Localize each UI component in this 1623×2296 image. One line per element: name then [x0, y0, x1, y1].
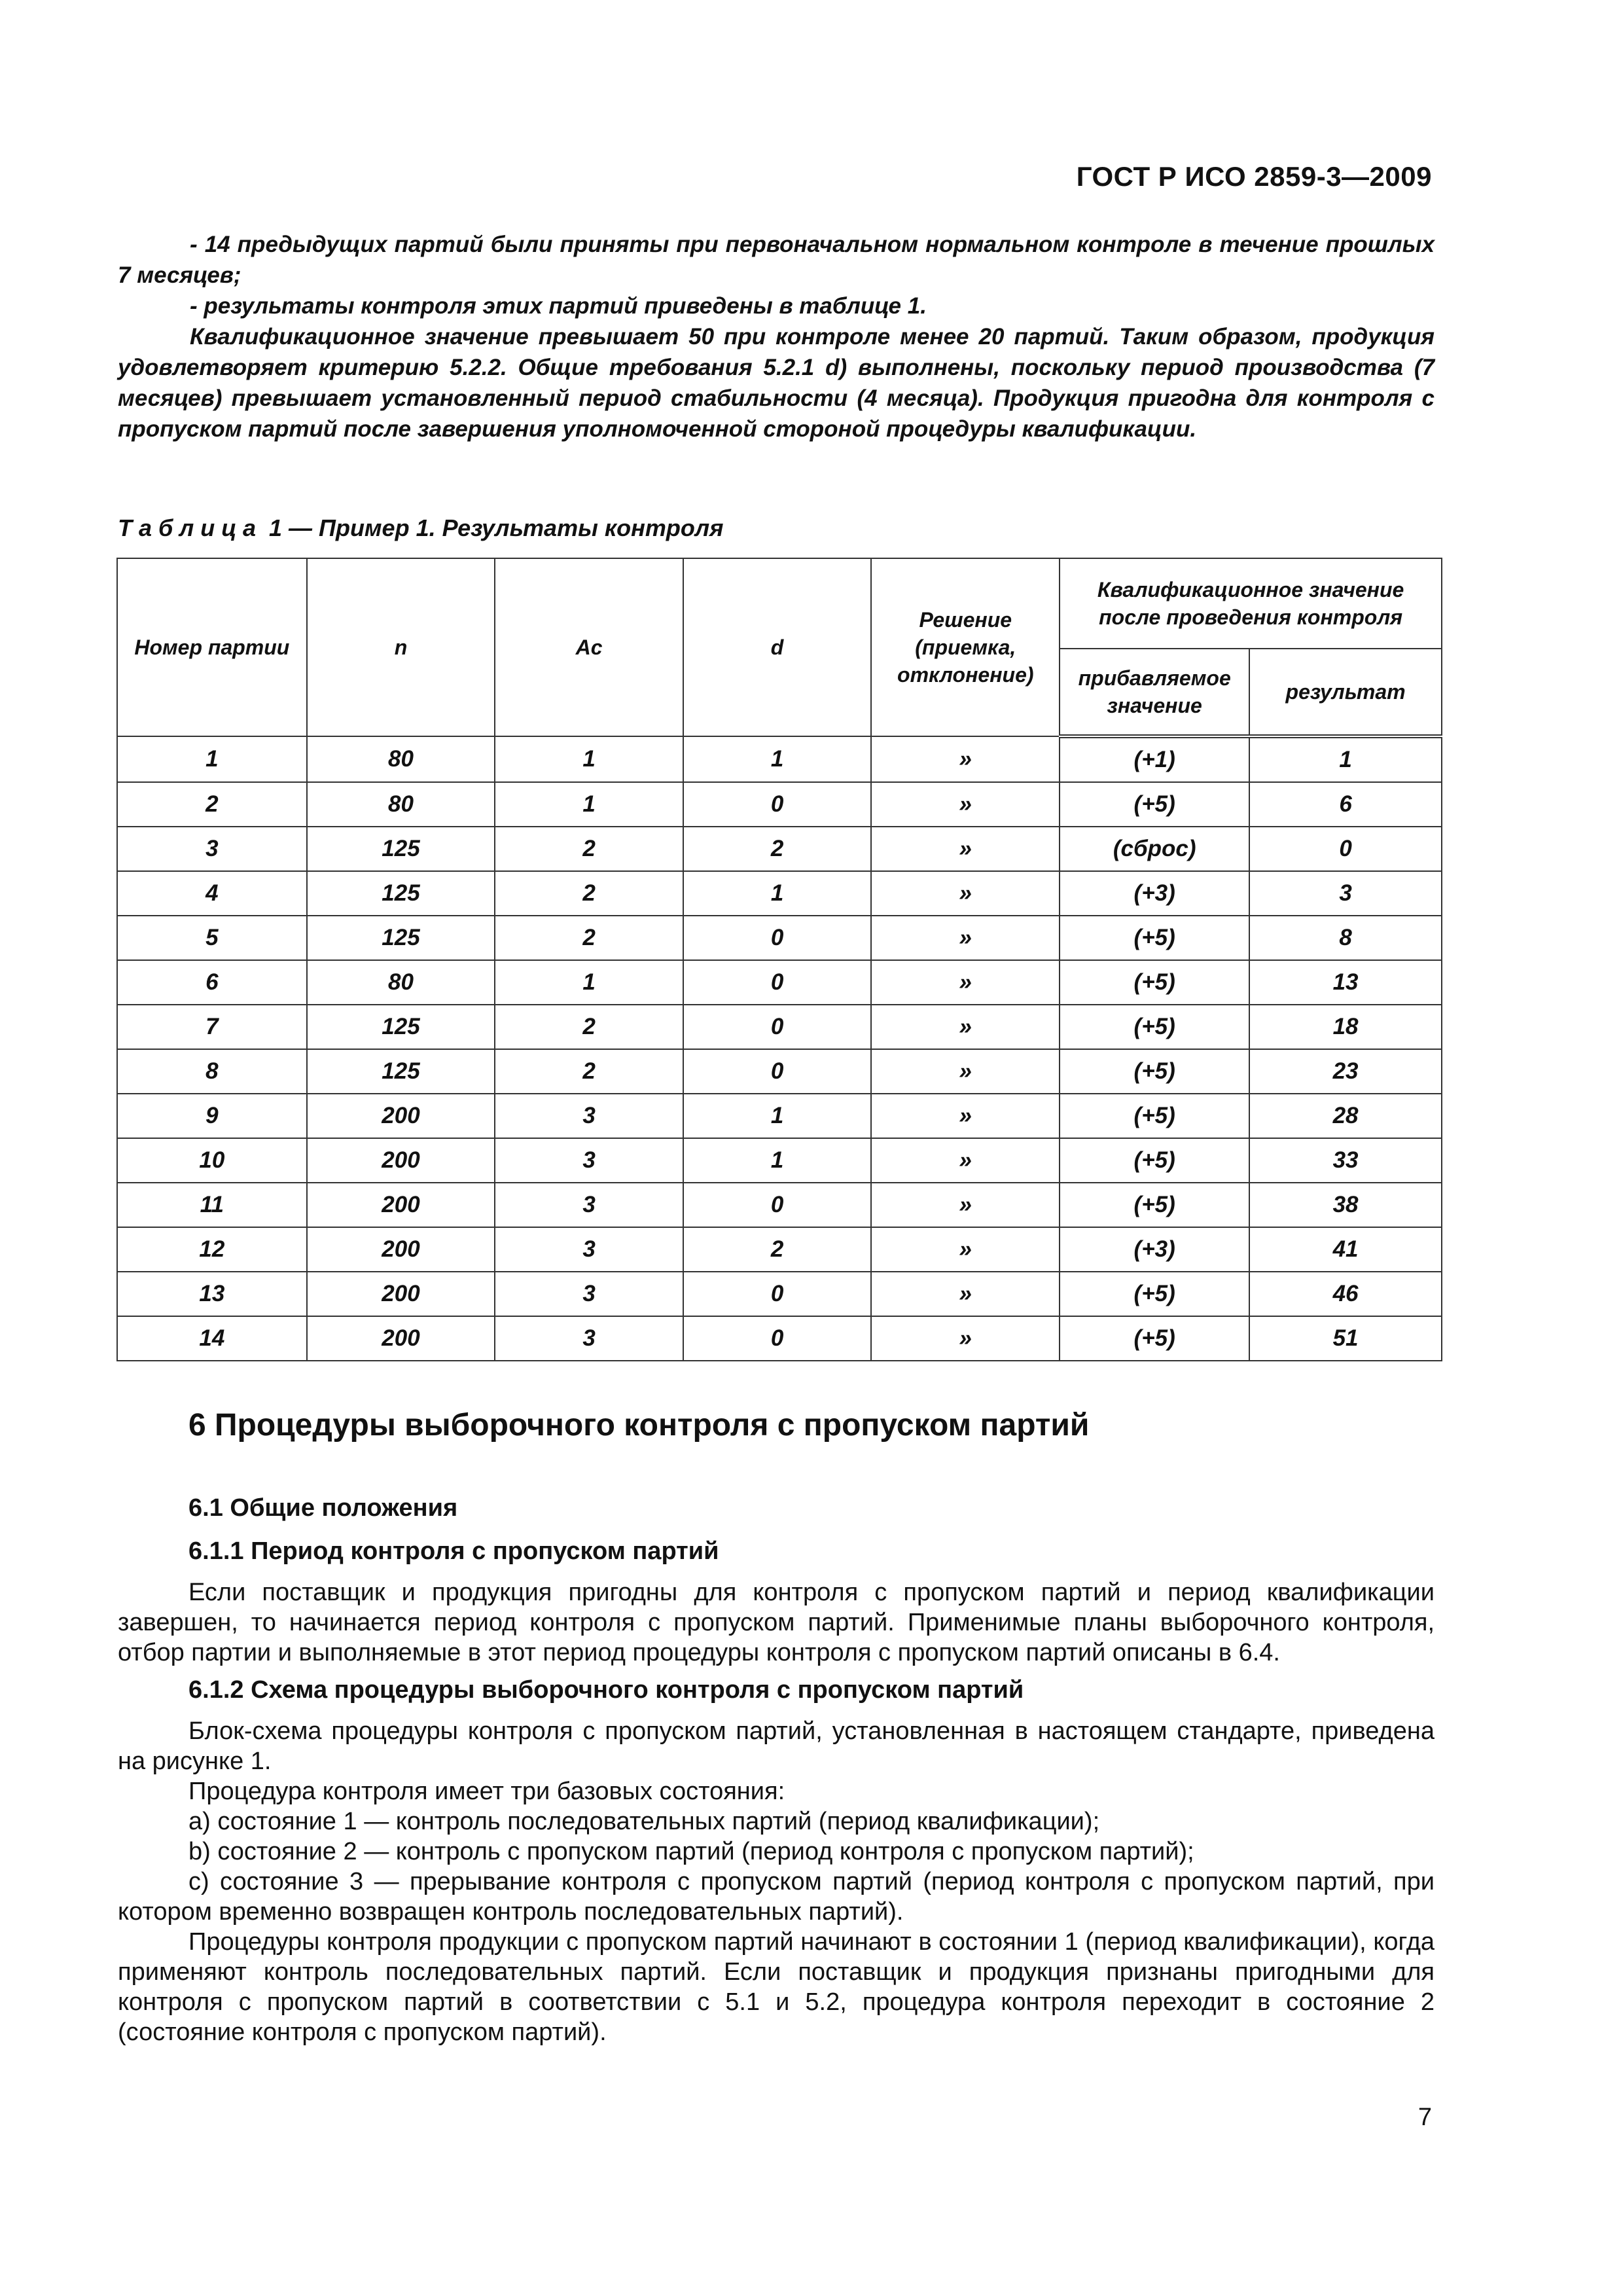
lot-number-cell: 9 [117, 1094, 307, 1138]
page-number: 7 [1418, 2104, 1432, 2131]
n-cell: 200 [307, 1183, 495, 1227]
decision-cell: » [871, 1049, 1060, 1094]
d-cell: 0 [683, 960, 872, 1005]
col-header-lot-number: Номер партии [117, 558, 307, 736]
table-row [117, 916, 1442, 960]
table-row [117, 1227, 1442, 1272]
ac-cell: 1 [495, 782, 683, 827]
d-cell: 1 [683, 871, 872, 916]
table-row [117, 1005, 1442, 1049]
table-row [117, 1183, 1442, 1227]
table-row [117, 1138, 1442, 1183]
d-cell: 1 [683, 1138, 872, 1183]
result-cell: 18 [1249, 1005, 1442, 1049]
d-cell: 0 [683, 1272, 872, 1316]
paragraph-6-1-1: Если поставщик и продукция пригодны для контроля с пропуском партий и период квалификации завершен, то начинается период контроля с пропуском партий. Применимые планы выборочного контроля, отбор партии и выполняемые в этот период процедуры контроля с пропуском партий описаны в 6.4. [118, 1579, 1435, 1666]
table-caption-label: Таблица [118, 514, 263, 541]
added-value-cell: (+5) [1060, 1138, 1249, 1183]
decision-cell: » [871, 1138, 1060, 1183]
added-value-cell: (+3) [1060, 1227, 1249, 1272]
table-caption [118, 514, 723, 542]
d-cell: 0 [683, 1049, 872, 1094]
ac-cell: 3 [495, 1227, 683, 1272]
ac-cell: 3 [495, 1138, 683, 1183]
intro-text [118, 229, 1435, 444]
table-row [117, 960, 1442, 1005]
ac-cell: 1 [495, 736, 683, 782]
col-header-qualification-group: Квалификационное значение после проведения контроля [1060, 558, 1442, 649]
d-cell: 2 [683, 1227, 872, 1272]
table-row [117, 1049, 1442, 1094]
section-body [118, 1491, 1435, 2047]
subsection-heading-6-1-1: 6.1.1 Период контроля с пропуском партий [188, 1537, 719, 1565]
section-title: 6 Процедуры выборочного контроля с пропуском партий [188, 1408, 1090, 1443]
d-cell: 0 [683, 782, 872, 827]
col-header-added-value: прибавляемое значение [1060, 649, 1249, 736]
col-header-n: n [307, 558, 495, 736]
ac-cell: 2 [495, 871, 683, 916]
n-cell: 80 [307, 782, 495, 827]
lot-number-cell: 6 [117, 960, 307, 1005]
lot-number-cell: 1 [117, 736, 307, 782]
n-cell: 125 [307, 916, 495, 960]
n-cell: 200 [307, 1094, 495, 1138]
d-cell: 1 [683, 736, 872, 782]
ac-cell: 1 [495, 960, 683, 1005]
paragraph-6-1-2-a: Блок-схема процедуры контроля с пропуском партий, установленная в настоящем стандарте, приведена на рисунке 1. [118, 1717, 1435, 1775]
d-cell: 1 [683, 1094, 872, 1138]
d-cell: 0 [683, 1183, 872, 1227]
subsection-heading-6-1-2: 6.1.2 Схема процедуры выборочного контроля с пропуском партий [188, 1676, 1024, 1704]
added-value-cell: (+5) [1060, 1272, 1249, 1316]
lot-number-cell: 2 [117, 782, 307, 827]
decision-cell: » [871, 1316, 1060, 1361]
table-row [117, 736, 1442, 782]
result-cell: 28 [1249, 1094, 1442, 1138]
col-header-ac: Ac [495, 558, 683, 736]
result-cell: 3 [1249, 871, 1442, 916]
list-item-b: b) состояние 2 — контроль с пропуском партий (период контроля с пропуском партий); [188, 1838, 1194, 1865]
lot-number-cell: 7 [117, 1005, 307, 1049]
lot-number-cell: 13 [117, 1272, 307, 1316]
n-cell: 200 [307, 1138, 495, 1183]
intro-paragraph: Квалификационное значение превышает 50 при контроле менее 20 партий. Таким образом, продукция удовлетворяет критерию 5.2.2. Общие требования 5.2.1 d) выполнены, поскольку период производства (7 месяцев) превышает установленный период стабильности (4 месяца). Продукция пригодна для контроля с пропуском партий после завершения уполномоченной стороной процедуры квалификации. [118, 324, 1435, 442]
lot-number-cell: 4 [117, 871, 307, 916]
paragraph-6-1-2-b: Процедура контроля имеет три базовых состояния: [188, 1778, 785, 1805]
added-value-cell: (+5) [1060, 1094, 1249, 1138]
result-cell: 13 [1249, 960, 1442, 1005]
result-cell: 23 [1249, 1049, 1442, 1094]
decision-cell: » [871, 1005, 1060, 1049]
lot-number-cell: 5 [117, 916, 307, 960]
intro-paragraph: - 14 предыдущих партий были приняты при первоначальном нормальном контроле в течение прошлых 7 месяцев; [118, 232, 1435, 288]
col-header-d: d [683, 558, 872, 736]
result-cell: 46 [1249, 1272, 1442, 1316]
decision-cell: » [871, 1272, 1060, 1316]
decision-cell: » [871, 916, 1060, 960]
lot-number-cell: 11 [117, 1183, 307, 1227]
list-item-a: a) состояние 1 — контроль последовательных партий (период квалификации); [188, 1808, 1100, 1835]
table-row [117, 1094, 1442, 1138]
added-value-cell: (+5) [1060, 1005, 1249, 1049]
table-row [117, 1316, 1442, 1361]
d-cell: 0 [683, 1316, 872, 1361]
result-cell: 51 [1249, 1316, 1442, 1361]
lot-number-cell: 12 [117, 1227, 307, 1272]
d-cell: 2 [683, 827, 872, 871]
decision-cell: » [871, 736, 1060, 782]
added-value-cell: (+5) [1060, 1183, 1249, 1227]
added-value-cell: (+5) [1060, 916, 1249, 960]
n-cell: 125 [307, 827, 495, 871]
list-item-c: c) состояние 3 — прерывание контроля с пропуском партий (период контроля с пропуском партий, при котором временно возвращен контроль последовательных партий). [118, 1868, 1435, 1926]
table-row [117, 782, 1442, 827]
document-code: ГОСТ Р ИСО 2859-3—2009 [1076, 161, 1432, 192]
n-cell: 125 [307, 1049, 495, 1094]
result-cell: 41 [1249, 1227, 1442, 1272]
decision-cell: » [871, 1094, 1060, 1138]
decision-cell: » [871, 782, 1060, 827]
added-value-cell: (+5) [1060, 1049, 1249, 1094]
n-cell: 200 [307, 1316, 495, 1361]
n-cell: 125 [307, 1005, 495, 1049]
decision-cell: » [871, 1227, 1060, 1272]
intro-paragraph: - результаты контроля этих партий приведены в таблице 1. [190, 293, 927, 319]
ac-cell: 3 [495, 1272, 683, 1316]
d-cell: 0 [683, 1005, 872, 1049]
col-header-result: результат [1249, 649, 1442, 736]
added-value-cell: (+5) [1060, 782, 1249, 827]
result-cell: 6 [1249, 782, 1442, 827]
added-value-cell: (+3) [1060, 871, 1249, 916]
result-cell: 1 [1249, 736, 1442, 782]
result-cell: 33 [1249, 1138, 1442, 1183]
n-cell: 200 [307, 1272, 495, 1316]
added-value-cell: (сброс) [1060, 827, 1249, 871]
ac-cell: 2 [495, 1005, 683, 1049]
added-value-cell: (+5) [1060, 960, 1249, 1005]
ac-cell: 2 [495, 1049, 683, 1094]
results-table [116, 558, 1442, 1361]
n-cell: 125 [307, 871, 495, 916]
table-row [117, 1272, 1442, 1316]
lot-number-cell: 3 [117, 827, 307, 871]
table-body [117, 736, 1442, 1361]
col-header-decision: Решение (приемка, отклонение) [871, 558, 1060, 736]
ac-cell: 2 [495, 916, 683, 960]
decision-cell: » [871, 1183, 1060, 1227]
decision-cell: » [871, 871, 1060, 916]
result-cell: 0 [1249, 827, 1442, 871]
ac-cell: 3 [495, 1316, 683, 1361]
added-value-cell: (+5) [1060, 1316, 1249, 1361]
n-cell: 80 [307, 736, 495, 782]
decision-cell: » [871, 827, 1060, 871]
result-cell: 38 [1249, 1183, 1442, 1227]
added-value-cell: (+1) [1060, 736, 1249, 782]
lot-number-cell: 10 [117, 1138, 307, 1183]
paragraph-6-1-2-c: Процедуры контроля продукции с пропуском партий начинают в состоянии 1 (период квалификации), когда применяют контроль последовательных партий. Если поставщик и продукция признаны пригодными для контроля с пропуском партий в соответствии с 5.1 и 5.2, процедура контроля переходит в состояние 2 (состояние контроля с пропуском партий). [118, 1928, 1435, 2046]
ac-cell: 3 [495, 1183, 683, 1227]
result-cell: 8 [1249, 916, 1442, 960]
n-cell: 80 [307, 960, 495, 1005]
table-caption-text: 1 — Пример 1. Результаты контроля [269, 514, 724, 541]
decision-cell: » [871, 960, 1060, 1005]
lot-number-cell: 14 [117, 1316, 307, 1361]
n-cell: 200 [307, 1227, 495, 1272]
ac-cell: 2 [495, 827, 683, 871]
subsection-heading-6-1: 6.1 Общие положения [188, 1494, 458, 1522]
lot-number-cell: 8 [117, 1049, 307, 1094]
ac-cell: 3 [495, 1094, 683, 1138]
d-cell: 0 [683, 916, 872, 960]
table-row [117, 827, 1442, 871]
table-row [117, 871, 1442, 916]
